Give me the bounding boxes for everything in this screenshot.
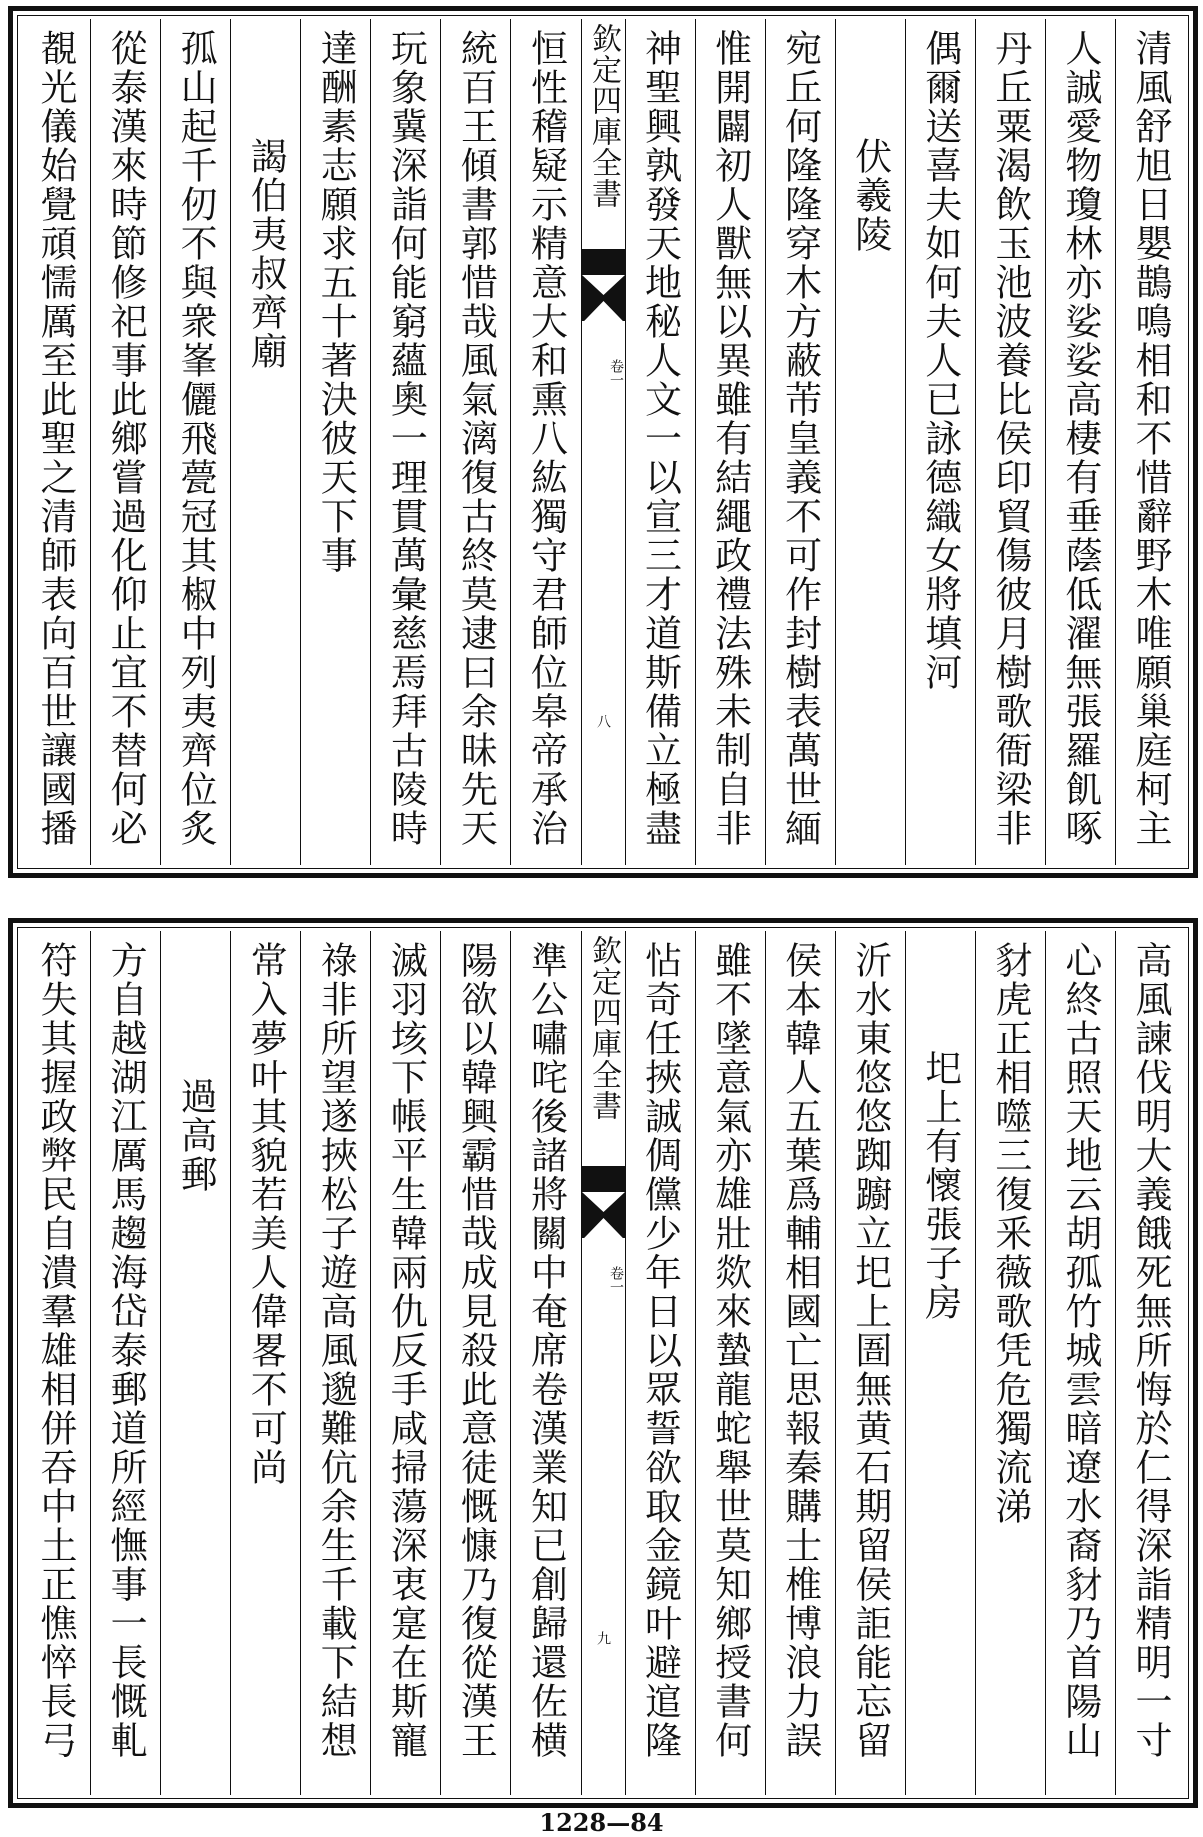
text-column bbox=[1115, 931, 1185, 1795]
text-column bbox=[1045, 19, 1115, 865]
fold-subtitle bbox=[581, 1266, 625, 1308]
page-upper bbox=[8, 6, 1198, 878]
juan-label: 卷一 bbox=[608, 1266, 624, 1294]
text-column bbox=[765, 19, 835, 865]
text-column bbox=[510, 931, 580, 1795]
column-text: 滅羽垓下帳平生韓兩仇反手咸掃蕩深衷寔在斯寵 bbox=[384, 941, 428, 1760]
column-text: 玩象冀深詣何能窮蘊奧一理貫萬彙慈焉拜古陵時 bbox=[384, 29, 428, 848]
text-column bbox=[975, 931, 1045, 1795]
poem-title-column bbox=[905, 931, 975, 1795]
column-text: 惟開闢初人獸無以異雖有結繩政禮法殊未制自非 bbox=[708, 29, 752, 848]
page-footer-number: 1228—84 bbox=[539, 1808, 664, 1837]
page-lower bbox=[8, 918, 1198, 1808]
page-lower-columns bbox=[21, 931, 1185, 1795]
column-text: 丹丘粟渴飲玉池波養比侯印貿傷彼月樹歌衙梁非 bbox=[988, 29, 1032, 848]
text-column bbox=[90, 19, 160, 865]
text-column bbox=[625, 19, 695, 865]
column-text: 達酬素志願求五十著決彼天下事 bbox=[314, 29, 358, 575]
column-text: 清風舒旭日嬰鵲鳴相和不惜辭野木唯願巢庭柯主 bbox=[1128, 29, 1172, 848]
text-column bbox=[1115, 19, 1185, 865]
text-column bbox=[975, 19, 1045, 865]
text-column bbox=[21, 19, 90, 865]
column-text: 陽欲以韓興霸惜哉成見殺此意徒慨慷乃復從漢王 bbox=[454, 941, 498, 1760]
text-column bbox=[695, 19, 765, 865]
text-column bbox=[1045, 931, 1115, 1795]
column-text: 高風諫伐明大義餓死無所悔於仁得深詣精明一寸 bbox=[1128, 941, 1172, 1760]
column-text: 豺虎正相噬三復釆薇歌凭危獨流涕 bbox=[988, 941, 1032, 1526]
page-number: 八 bbox=[595, 714, 611, 728]
text-column bbox=[835, 931, 905, 1795]
poem-title: 過高郵 bbox=[174, 1077, 218, 1194]
column-text: 準公嘯咤後諸將關中奄席卷漢業知已創歸還佐横 bbox=[524, 941, 568, 1760]
text-column bbox=[765, 931, 835, 1795]
poem-title-column bbox=[835, 19, 905, 865]
column-text: 偶爾送喜夫如何夫人已詠德織女將填河 bbox=[918, 29, 962, 692]
column-text: 宛丘何隆隆穿木方蔽芾皇義不可作封樹表萬世緬 bbox=[778, 29, 822, 848]
fold-column bbox=[581, 19, 625, 865]
poem-title-column bbox=[230, 19, 300, 865]
column-text: 方自越湖江厲馬趨海岱泰郵道所經憮事一長慨軋 bbox=[104, 941, 148, 1760]
column-text: 孤山起千仞不與衆峯儷飛甍冠其椒中列夷齊位炙 bbox=[174, 29, 218, 848]
text-column bbox=[90, 931, 160, 1795]
column-text: 常入夢叶其貌若美人偉畧不可尚 bbox=[244, 941, 288, 1487]
fold-subtitle bbox=[581, 359, 625, 401]
text-column bbox=[440, 19, 510, 865]
poem-title: 伏羲陵 bbox=[848, 137, 892, 254]
text-column bbox=[905, 19, 975, 865]
text-column bbox=[625, 931, 695, 1795]
page-number: 九 bbox=[595, 1631, 611, 1645]
text-column bbox=[440, 931, 510, 1795]
text-column bbox=[230, 931, 300, 1795]
column-text: 祿非所望遂挾松子遊高風邈難伉余生千載下結想 bbox=[314, 941, 358, 1760]
juan-label: 卷一 bbox=[608, 359, 624, 387]
poem-title-column bbox=[160, 931, 230, 1795]
column-text: 覩光儀始覺頑懦厲至此聖之清師表向百世讓國播 bbox=[34, 29, 78, 848]
column-text: 雖不墜意氣亦雄壯欻來蟄龍蛇舉世莫知鄉授書何 bbox=[708, 941, 752, 1760]
text-column bbox=[695, 931, 765, 1795]
book-title: 欽定四庫全書 bbox=[586, 935, 621, 1121]
column-text: 沂水東悠悠踟躕立圯上圄無黄石期留侯詎能忘留 bbox=[848, 941, 892, 1760]
column-text: 怗奇任挾誠倜儻少年日以眾誓欲取金鏡叶避逭隆 bbox=[638, 941, 682, 1760]
column-text: 恒性稽疑示精意大和熏八紘獨守君師位皋帝承治 bbox=[524, 29, 568, 848]
column-text: 人誠愛物瓊林亦娑娑高棲有垂蔭低濯無張羅飢啄 bbox=[1058, 29, 1102, 848]
text-column bbox=[21, 931, 90, 1795]
poem-title: 圯上有懷張子房 bbox=[918, 1049, 962, 1322]
text-column bbox=[300, 931, 370, 1795]
column-text: 統百王傾書郭惜哉風氣漓復古終莫逮曰余昧先天 bbox=[454, 29, 498, 848]
fold-column bbox=[581, 931, 625, 1795]
fishtail-mark bbox=[582, 249, 625, 321]
text-column bbox=[370, 19, 440, 865]
text-column bbox=[370, 931, 440, 1795]
text-column bbox=[510, 19, 580, 865]
column-text: 符失其握政弊民自潰羣雄相併吞中土正憔悴長弓 bbox=[34, 941, 78, 1760]
fishtail-mark bbox=[582, 1166, 625, 1238]
column-text: 從泰漢來時節修祀事此鄉嘗過化仰止宜不替何必 bbox=[104, 29, 148, 848]
text-column bbox=[300, 19, 370, 865]
poem-title: 謁伯夷叔齊廟 bbox=[244, 137, 288, 371]
page-upper-columns bbox=[21, 19, 1185, 865]
column-text: 神聖興孰發天地秘人文一以宣三才道斯備立極盡 bbox=[638, 29, 682, 848]
column-text: 侯本韓人五葉爲輔相國亡思報秦購士椎博浪力誤 bbox=[778, 941, 822, 1760]
book-title: 欽定四庫全書 bbox=[586, 23, 621, 209]
column-text: 心終古照天地云胡孤竹城雲暗遼水裔豺乃首陽山 bbox=[1058, 941, 1102, 1760]
text-column bbox=[160, 19, 230, 865]
